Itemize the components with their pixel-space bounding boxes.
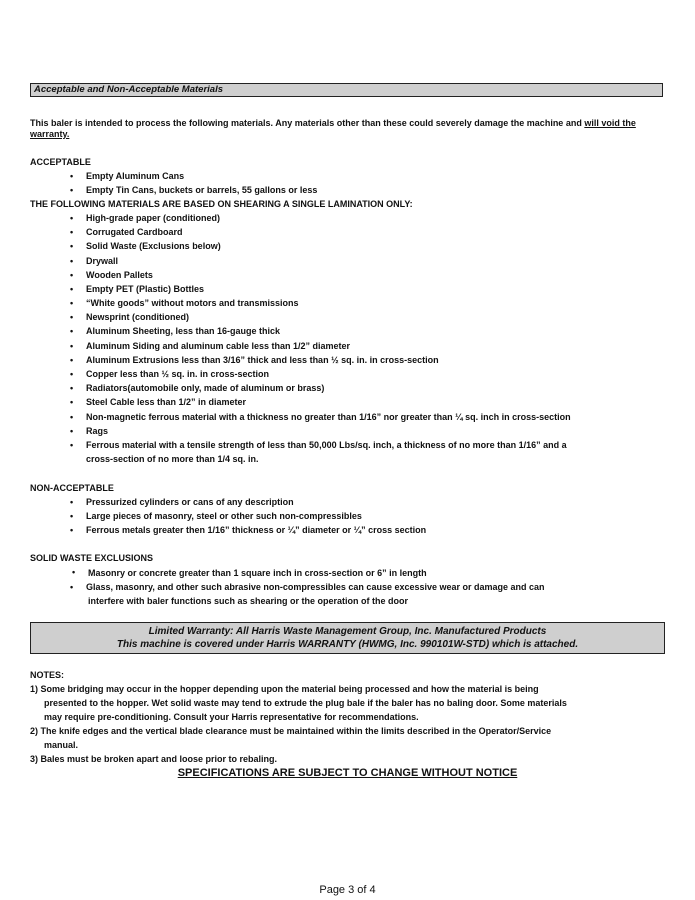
bullet: • [70, 284, 74, 294]
bullet: • [70, 369, 74, 379]
list-item: Copper less than ½ sq. in. in cross-section [86, 369, 270, 379]
notes-line: 2) The knife edges and the vertical blade clearance must be maintained within the limits described in the Operator/Service [30, 726, 552, 736]
bullet: • [70, 383, 74, 393]
list-item: Masonry or concrete greater than 1 square inch in cross-section or 6” in length [88, 568, 427, 578]
list-item-continued: cross-section of no more than 1/4 sq. in. [86, 454, 259, 464]
list-item: High-grade paper (conditioned) [86, 213, 220, 223]
intro-line-2: warranty. [30, 129, 70, 139]
list-item: Newsprint (conditioned) [86, 312, 189, 322]
non-acceptable-heading: NON-ACCEPTABLE [30, 483, 114, 493]
bullet: • [70, 171, 74, 181]
bullet: • [70, 582, 74, 592]
bullet: • [70, 256, 74, 266]
list-item: Empty Aluminum Cans [86, 171, 185, 181]
list-item: Non-magnetic ferrous material with a thickness no greater than 1/16” nor greater than ¼ sq. inch in cross-section [86, 412, 571, 422]
list-item: Steel Cable less than 1/2” in diameter [86, 397, 247, 407]
warranty-box [30, 622, 665, 654]
bullet: • [70, 326, 74, 336]
notes-heading: NOTES: [30, 670, 65, 680]
bullet: • [70, 298, 74, 308]
shearing-heading: THE FOLLOWING MATERIALS ARE BASED ON SHEARING A SINGLE LAMINATION ONLY: [30, 199, 413, 209]
bullet: • [70, 341, 74, 351]
spec-notice: SPECIFICATIONS ARE SUBJECT TO CHANGE WITHOUT NOTICE [177, 767, 518, 779]
list-item: Large pieces of masonry, steel or other such non-compressibles [86, 511, 362, 521]
list-item: Aluminum Extrusions less than 3/16” thick and less than ½ sq. in. in cross-section [86, 355, 439, 365]
list-item: Glass, masonry, and other such abrasive non-compressibles can cause excessive wear or damage and can [86, 582, 545, 592]
list-item: Aluminum Sheeting, less than 16-gauge thick [86, 326, 281, 336]
section-title: Acceptable and Non-Acceptable Materials [30, 83, 663, 97]
exclusions-heading: SOLID WASTE EXCLUSIONS [30, 553, 154, 563]
list-item: Ferrous metals greater then 1/16” thickness or ¼” diameter or ¼” cross section [86, 525, 427, 535]
bullet: • [70, 270, 74, 280]
list-item: Drywall [86, 256, 119, 266]
bullet: • [70, 412, 74, 422]
list-item: Empty PET (Plastic) Bottles [86, 284, 205, 294]
bullet: • [70, 397, 74, 407]
intro-line-1 [30, 118, 636, 129]
bullet: • [70, 525, 74, 535]
list-item: Rags [86, 426, 109, 436]
bullet: • [70, 426, 74, 436]
bullet: • [70, 227, 74, 237]
notes-line: may require pre-conditioning. Consult your Harris representative for recommendations. [44, 712, 419, 722]
list-item: Ferrous material with a tensile strength of less than 50,000 Lbs/sq. inch, a thickness of no more than 1/16” and a [86, 440, 567, 450]
intro-text: This baler is intended to process the following materials. Any materials other than these could severely damage the machine and [30, 118, 585, 128]
acceptable-heading: ACCEPTABLE [30, 157, 91, 167]
notes-line: 1) Some bridging may occur in the hopper depending upon the material being processed and how the material is being [30, 684, 539, 694]
list-item: Wooden Pallets [86, 270, 153, 280]
list-item: Pressurized cylinders or cans of any description [86, 497, 294, 507]
notes-line: manual. [44, 740, 79, 750]
list-item: Aluminum Siding and aluminum cable less than 1/2” diameter [86, 341, 351, 351]
bullet: • [70, 497, 74, 507]
notes-line: presented to the hopper. Wet solid waste may tend to extrude the plug bale if the baler has no baling door. Some materials [44, 698, 567, 708]
bullet: • [70, 241, 74, 251]
intro-underlined: will void the [584, 118, 636, 128]
list-item: Empty Tin Cans, buckets or barrels, 55 gallons or less [86, 185, 318, 195]
warranty-line-2: This machine is covered under Harris WARRANTY (HWMG, Inc. 990101W-STD) which is attached. [116, 639, 579, 650]
list-item-continued: interfere with baler functions such as shearing or the operation of the door [88, 596, 409, 606]
list-item: “White goods” without motors and transmissions [86, 298, 299, 308]
list-item: Solid Waste (Exclusions below) [86, 241, 221, 251]
bullet: • [70, 511, 74, 521]
bullet: • [70, 355, 74, 365]
page-number: Page 3 of 4 [319, 884, 376, 896]
notes-line: 3) Bales must be broken apart and loose prior to rebaling. [30, 754, 278, 764]
bullet: • [70, 312, 74, 322]
list-item: Corrugated Cardboard [86, 227, 183, 237]
bullet: • [70, 185, 74, 195]
list-item: Radiators(automobile only, made of aluminum or brass) [86, 383, 325, 393]
bullet: • [70, 213, 74, 223]
bullet: • [70, 440, 74, 450]
warranty-line-1: Limited Warranty: All Harris Waste Management Group, Inc. Manufactured Products [148, 626, 547, 637]
bullet: • [72, 567, 76, 577]
